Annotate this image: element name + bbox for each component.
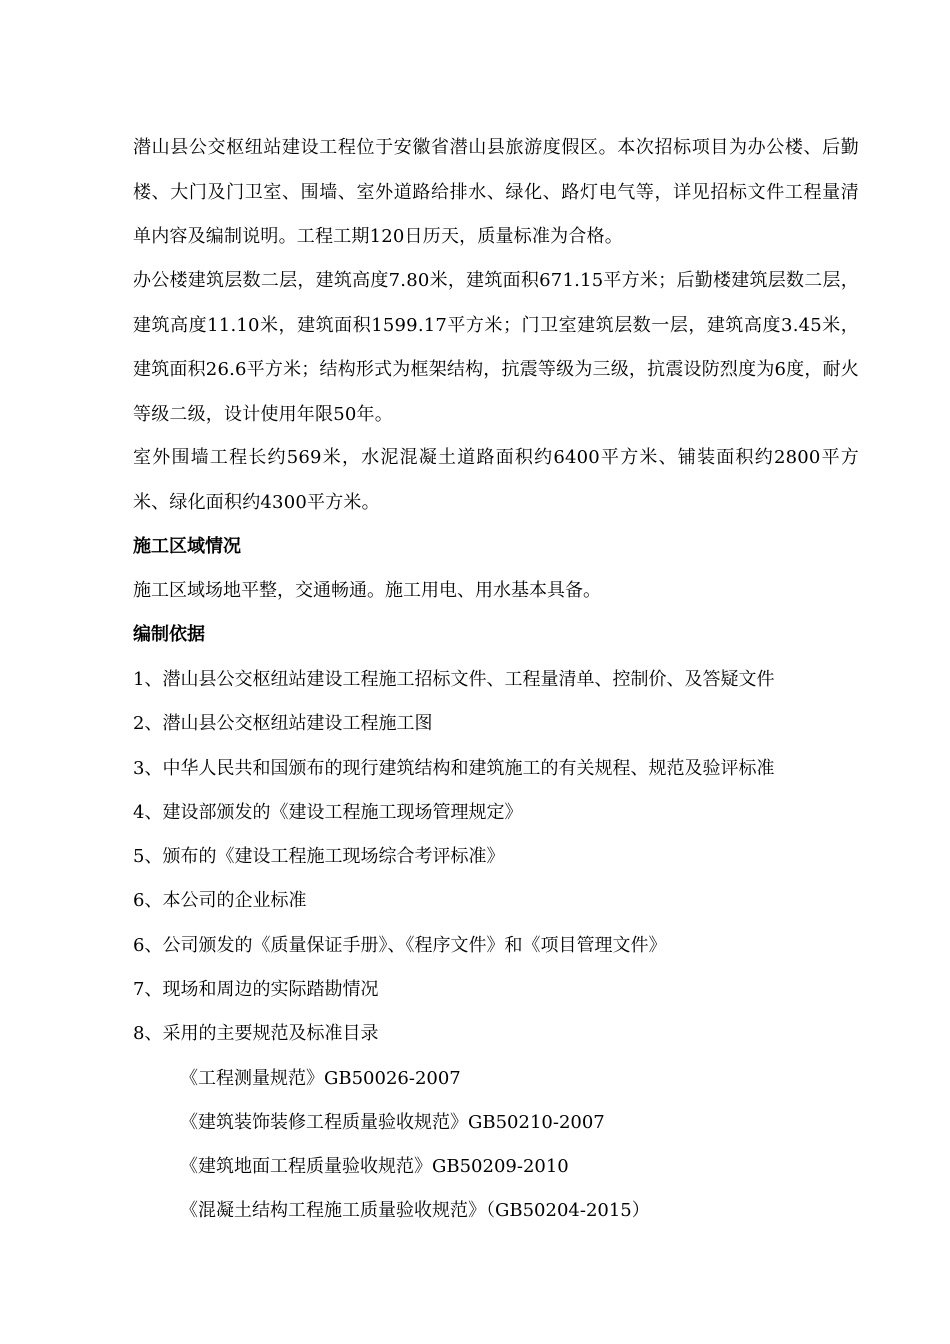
site-heading: 施工区域情况 xyxy=(133,536,241,557)
basis-item: 1、潜山县公交枢纽站建设工程施工招标文件、工程量清单、控制价、及答疑文件 xyxy=(133,669,775,690)
basis-item: 7、现场和周边的实际踏勘情况 xyxy=(133,979,379,1000)
basis-item: 8、采用的主要规范及标准目录 xyxy=(133,1023,379,1044)
site-text: 施工区域场地平整，交通畅通。施工用电、用水基本具备。 xyxy=(133,580,601,601)
basis-item: 6、本公司的企业标准 xyxy=(133,890,307,911)
standard-item: 《建筑地面工程质量验收规范》GB50209-2010 xyxy=(180,1156,569,1177)
basis-heading: 编制依据 xyxy=(133,624,205,645)
overview-paragraph-1: 潜山县公交枢纽站建设工程位于安徽省潜山县旅游度假区。本次招标项目为办公楼、后勤楼、大门及门卫室、围墙、室外道路给排水、绿化、路灯电气等，详见招标文件工程量清单内容及编制说明。工程工期120日历天，质量标准为合格。 xyxy=(133,137,859,247)
standard-item: 《建筑装饰装修工程质量验收规范》GB50210-2007 xyxy=(180,1112,605,1133)
standard-item: 《工程测量规范》GB50026-2007 xyxy=(180,1068,461,1089)
overview-paragraph-3: 室外围墙工程长约569米，水泥混凝土道路面积约6400平方米、铺装面积约2800平方米、绿化面积约4300平方米。 xyxy=(133,447,859,513)
basis-item: 2、潜山县公交枢纽站建设工程施工图 xyxy=(133,713,433,734)
basis-item: 4、建设部颁发的《建设工程施工现场管理规定》 xyxy=(133,802,523,823)
basis-item: 3、中华人民共和国颁布的现行建筑结构和建筑施工的有关规程、规范及验评标准 xyxy=(133,758,775,779)
basis-item: 5、颁布的《建设工程施工现场综合考评标准》 xyxy=(133,846,505,867)
overview-paragraph-2: 办公楼建筑层数二层，建筑高度7.80米，建筑面积671.15平方米；后勤楼建筑层数二层，建筑高度11.10米，建筑面积1599.17平方米；门卫室建筑层数一层，建筑高度3.45米，建筑面积26.6平方米；结构形式为框架结构，抗震等级为三级，抗震设防烈度为6度，耐火等级二级，设计使用年限50年。 xyxy=(133,270,859,425)
standard-item: 《混凝土结构工程施工质量验收规范》（GB50204-2015） xyxy=(180,1200,650,1221)
basis-item: 6、公司颁发的《质量保证手册》、《程序文件》和《项目管理文件》 xyxy=(133,935,667,956)
